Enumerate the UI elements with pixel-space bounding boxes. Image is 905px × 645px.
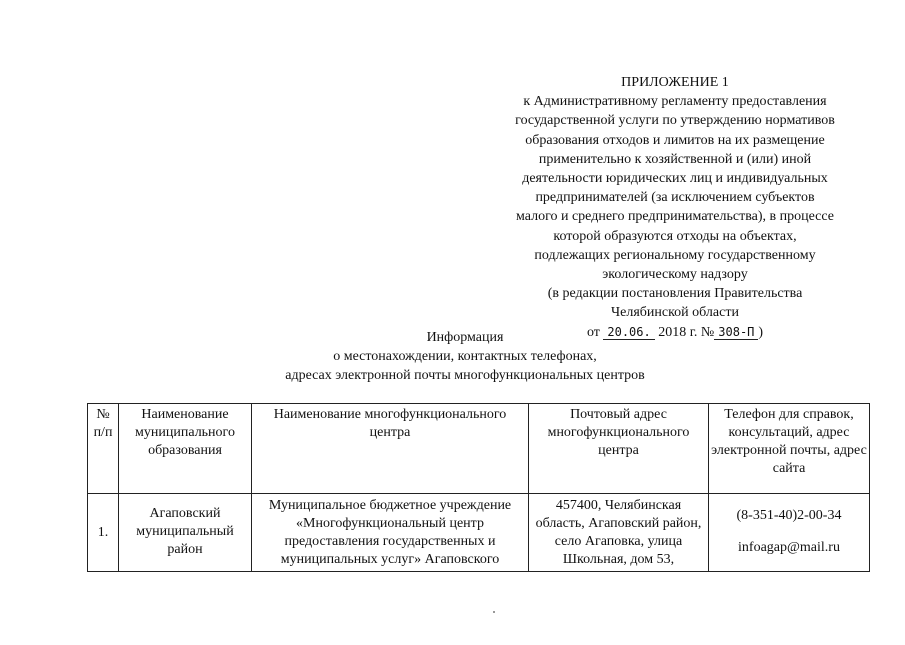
appendix-line: к Административному регламенту предоставления [523,94,827,110]
row-municipality: Агаповский муниципальный район [119,494,252,572]
row-phone: (8-351-40)2-00-34 [736,508,842,523]
info-subheading-2: адресах электронной почты многофункциональных центров [285,368,645,383]
appendix-line: малого и среднего предпринимательства), в процессе [516,209,834,225]
appendix-line: подлежащих региональному государственному [534,247,816,263]
appendix-line: применительно к хозяйственной и (или) иной [538,151,812,167]
date-value: 20.06. [603,325,654,340]
header-municipality: Наименование муниципального образования [119,404,252,494]
header-address: Почтовый адрес многофункционального центра [529,404,709,494]
appendix-line: предпринимателей (за исключением субъектов [535,190,815,206]
mfc-table [87,403,870,572]
appendix-line: деятельности юридических лиц и индивидуальных [522,171,828,187]
date-year: 2018 г. № [658,324,715,340]
row-center: Муниципальное бюджетное учреждение «Многофункциональный центр предоставления государственных и муниципальных услуг» Агаповского [252,494,529,572]
page-cutoff [86,575,876,645]
table-row [88,494,870,572]
appendix-line: которой образуются отходы на объектах, [553,228,797,244]
appendix-line: Челябинской области [611,305,739,321]
header-contacts: Телефон для справок, консультаций, адрес электронной почты, адрес сайта [709,404,870,494]
appendix-line: образования отходов и лимитов на их размещение [525,132,825,148]
scan-speck [493,611,495,613]
row-address: 457400, Челябинская область, Агаповский район, село Агаповка, улица Школьная, дом 53, [529,494,709,572]
table-header-row [88,404,870,494]
row-email: infoagap@mail.ru [738,540,840,555]
appendix-title: ПРИЛОЖЕНИЕ 1 [621,75,729,90]
header-center: Наименование многофункционального центра [252,404,529,494]
date-suffix: ) [758,324,764,340]
info-heading: Информация [426,330,504,345]
appendix-block [480,73,870,342]
header-num: № п/п [88,404,119,494]
date-prefix: от [586,324,600,340]
info-heading-block [250,328,680,385]
appendix-line: (в редакции постановления Правительства [547,286,803,302]
row-num: 1. [88,494,119,572]
resolution-number: 308-П [714,325,758,340]
appendix-line: государственной услуги по утверждению нормативов [515,113,835,129]
appendix-line: экологическому надзору [602,267,748,283]
row-contacts [709,494,870,572]
info-subheading-1: о местонахождении, контактных телефонах, [333,349,597,364]
